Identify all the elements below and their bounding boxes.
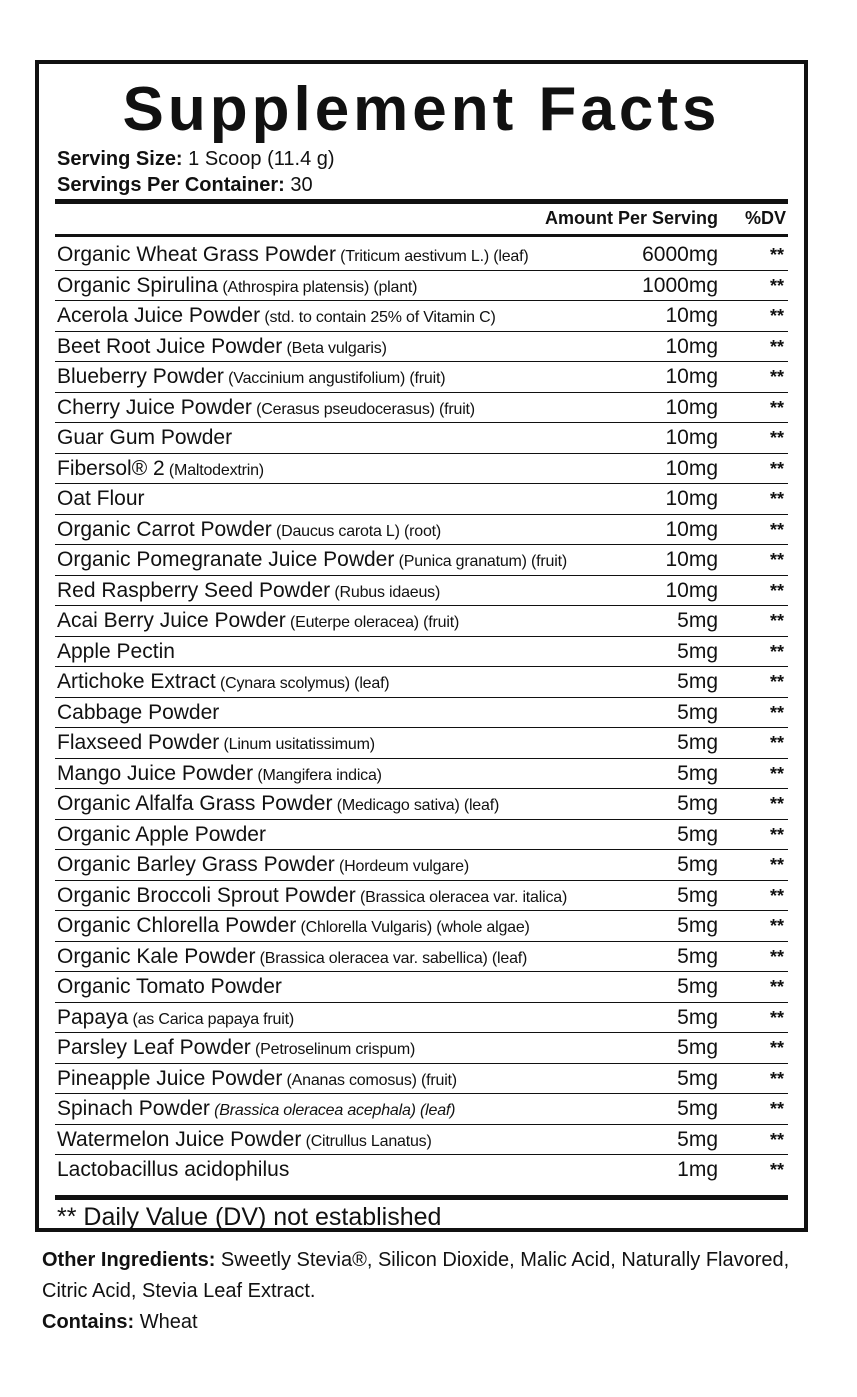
ingredient-common-name: Red Raspberry Seed Powder	[57, 578, 331, 602]
other-ingredients	[42, 1245, 832, 1338]
ingredient-dv: **	[769, 1099, 784, 1119]
ingredient-common-name: Organic Pomegranate Juice Powder	[57, 548, 395, 571]
ingredient-common-name: Cherry Juice Powder	[57, 395, 252, 419]
ingredient-dv: **	[769, 580, 784, 601]
ingredient-amount: 5mg	[677, 1127, 718, 1151]
ingredient-amount: 1mg	[677, 1158, 718, 1181]
ingredient-scientific-name: (Euterpe oleracea) (fruit)	[285, 614, 460, 631]
ingredient-common-name: Oat Flour	[57, 487, 145, 510]
ingredient-amount: 10mg	[665, 517, 718, 541]
ingredient-name	[57, 881, 567, 913]
ingredient-scientific-name: (Brassica oleracea acephala) (leaf)	[209, 1102, 456, 1119]
serving-size-label: Serving Size:	[57, 148, 183, 170]
ingredient-common-name: Organic Broccoli Sprout Powder	[57, 883, 356, 907]
ingredient-amount: 5mg	[677, 853, 718, 876]
ingredient-name	[57, 911, 530, 943]
ingredient-dv: **	[769, 367, 784, 387]
ingredient-name	[57, 942, 527, 974]
table-row	[55, 606, 788, 637]
divider-thick-bottom	[55, 1195, 788, 1200]
table-row	[55, 1125, 788, 1156]
ingredient-amount: 5mg	[677, 1005, 718, 1029]
ingredient-dv: **	[769, 885, 784, 906]
ingredient-scientific-name: (Mangifera indica)	[253, 766, 382, 784]
ingredient-common-name: Acerola Juice Powder	[57, 304, 261, 327]
serving-size-value: 1 Scoop (11.4 g)	[182, 148, 335, 170]
ingredient-dv: **	[769, 428, 784, 448]
ingredient-scientific-name: (Maltodextrin)	[164, 461, 264, 479]
ingredient-name	[57, 576, 440, 608]
ingredient-name	[57, 1125, 432, 1157]
ingredient-scientific-name: (Vaccinium angustifolium) (fruit)	[223, 370, 446, 387]
ingredient-dv: **	[769, 672, 784, 692]
ingredient-dv: **	[769, 550, 784, 570]
ingredient-amount: 10mg	[665, 487, 718, 510]
ingredient-common-name: Organic Apple Powder	[57, 822, 266, 846]
ingredient-dv: **	[769, 245, 784, 265]
ingredient-common-name: Lactobacillus acidophilus	[57, 1158, 290, 1181]
ingredient-amount: 5mg	[677, 731, 718, 754]
ingredient-amount: 1000mg	[642, 273, 718, 297]
table-row	[55, 484, 788, 515]
ingredient-scientific-name: (Citrullus Lanatus)	[301, 1132, 432, 1150]
table-row	[55, 972, 788, 1003]
ingredient-amount: 10mg	[665, 456, 718, 480]
supplement-facts-panel	[35, 60, 808, 1232]
servings-per-container	[57, 172, 313, 198]
servings-per-container-label: Servings Per Container:	[57, 174, 285, 196]
ingredient-scientific-name: (Athrospira platensis) (plant)	[218, 278, 418, 296]
ingredient-name	[57, 667, 389, 699]
table-row	[55, 911, 788, 942]
ingredient-scientific-name: (Daucus carota L) (root)	[271, 522, 442, 540]
ingredient-common-name: Beet Root Juice Powder	[57, 334, 283, 358]
ingredient-scientific-name: (Triticum aestivum L.) (leaf)	[335, 248, 529, 265]
ingredient-amount: 10mg	[665, 334, 718, 358]
serving-size	[57, 146, 335, 172]
table-row	[55, 850, 788, 881]
ingredient-amount: 5mg	[677, 700, 718, 724]
ingredient-name	[57, 1155, 289, 1187]
ingredient-name	[57, 850, 469, 882]
ingredient-name	[57, 637, 175, 669]
servings-per-container-value: 30	[284, 174, 313, 196]
table-row	[55, 393, 788, 424]
ingredient-name	[57, 393, 475, 425]
table-row	[55, 698, 788, 729]
ingredient-amount: 10mg	[665, 365, 718, 388]
table-row	[55, 637, 788, 668]
divider-medium	[55, 234, 788, 237]
table-row	[55, 515, 788, 546]
table-row	[55, 881, 788, 912]
table-row	[55, 301, 788, 332]
table-row	[55, 1155, 788, 1185]
ingredient-scientific-name: (Rubus idaeus)	[330, 583, 441, 601]
other-ingredients-text: Sweetly Stevia®, Silicon Dioxide, Malic Acid, Naturally Flavored, Citric Acid, Stevia Leaf Extract.	[42, 1249, 790, 1302]
ingredient-name	[57, 423, 232, 455]
column-header	[55, 204, 788, 232]
ingredient-name	[57, 789, 499, 821]
table-row	[55, 667, 788, 698]
ingredient-dv: **	[769, 306, 784, 326]
ingredient-common-name: Organic Chlorella Powder	[57, 914, 297, 937]
ingredient-name	[57, 545, 567, 577]
ingredient-common-name: Artichoke Extract	[57, 670, 216, 693]
ingredient-common-name: Mango Juice Powder	[57, 761, 254, 785]
ingredient-dv: **	[769, 1068, 784, 1089]
ingredient-dv: **	[769, 519, 784, 540]
ingredient-amount: 5mg	[677, 914, 718, 937]
ingredient-amount: 6000mg	[642, 243, 718, 266]
table-row	[55, 1003, 788, 1034]
ingredient-dv: **	[769, 916, 784, 936]
ingredient-scientific-name: (Cerasus pseudocerasus) (fruit)	[251, 400, 475, 418]
ingredient-name	[57, 1003, 294, 1035]
ingredient-common-name: Fibersol® 2	[57, 456, 165, 480]
ingredient-amount: 10mg	[665, 395, 718, 419]
ingredient-common-name: Parsley Leaf Powder	[57, 1036, 251, 1059]
amount-header: Amount Per Serving	[544, 208, 718, 228]
ingredient-name	[57, 1064, 457, 1096]
ingredient-common-name: Organic Spirulina	[57, 273, 219, 297]
ingredient-common-name: Papaya	[57, 1005, 129, 1029]
ingredient-dv: **	[769, 946, 784, 967]
ingredient-amount: 10mg	[665, 548, 718, 571]
ingredient-scientific-name: (std. to contain 25% of Vitamin C)	[260, 309, 496, 326]
table-row	[55, 332, 788, 363]
table-row	[55, 820, 788, 851]
ingredient-amount: 5mg	[677, 1066, 718, 1090]
table-row	[55, 1033, 788, 1064]
ingredient-common-name: Organic Alfalfa Grass Powder	[57, 792, 333, 815]
ingredient-dv: **	[769, 733, 784, 753]
ingredient-dv: **	[769, 458, 784, 479]
ingredient-common-name: Apple Pectin	[57, 639, 175, 663]
ingredient-common-name: Pineapple Juice Powder	[57, 1066, 283, 1090]
ingredient-scientific-name: (Petroselinum crispum)	[250, 1041, 416, 1058]
table-row	[55, 942, 788, 973]
ingredient-dv: **	[769, 1007, 784, 1028]
ingredient-dv: **	[769, 855, 784, 875]
ingredient-name	[57, 240, 529, 272]
ingredient-scientific-name: (Ananas comosus) (fruit)	[282, 1071, 457, 1089]
ingredient-dv: **	[769, 824, 784, 845]
ingredient-common-name: Spinach Powder	[57, 1097, 210, 1120]
ingredient-name	[57, 606, 459, 638]
ingredient-scientific-name: (Beta vulgaris)	[282, 339, 387, 357]
ingredient-name	[57, 454, 264, 486]
ingredient-name	[57, 332, 387, 364]
table-row	[55, 545, 788, 576]
ingredient-scientific-name: (Brassica oleracea var. sabellica) (leaf)	[255, 949, 528, 967]
ingredient-name	[57, 728, 375, 760]
ingredient-scientific-name: (Brassica oleracea var. italica)	[355, 888, 568, 906]
ingredient-common-name: Organic Carrot Powder	[57, 517, 272, 541]
ingredient-dv: **	[769, 702, 784, 723]
ingredient-amount: 5mg	[677, 792, 718, 815]
ingredient-common-name: Flaxseed Powder	[57, 731, 220, 754]
ingredient-scientific-name: (Chlorella Vulgaris) (whole algae)	[296, 919, 530, 936]
ingredient-amount: 10mg	[665, 578, 718, 602]
ingredient-dv: **	[769, 763, 784, 784]
ingredient-scientific-name: (Punica granatum) (fruit)	[394, 553, 567, 570]
ingredient-common-name: Cabbage Powder	[57, 700, 220, 724]
ingredient-name	[57, 484, 145, 516]
ingredient-name	[57, 301, 496, 333]
ingredient-name	[57, 759, 382, 791]
ingredient-table	[55, 240, 788, 1185]
table-row	[55, 423, 788, 454]
ingredient-dv: **	[769, 977, 784, 997]
table-row	[55, 454, 788, 485]
ingredient-amount: 10mg	[665, 426, 718, 449]
ingredient-name	[57, 1033, 415, 1065]
ingredient-amount: 10mg	[665, 304, 718, 327]
ingredient-dv: **	[769, 611, 784, 631]
dv-header: %DV	[744, 208, 786, 228]
ingredient-amount: 5mg	[677, 1097, 718, 1120]
ingredient-dv: **	[769, 275, 784, 296]
ingredient-scientific-name: (Hordeum vulgare)	[334, 858, 470, 875]
contains-value: Wheat	[134, 1311, 198, 1333]
table-row	[55, 759, 788, 790]
dv-footnote: ** Daily Value (DV) not established	[57, 1203, 442, 1231]
ingredient-common-name: Watermelon Juice Powder	[57, 1127, 302, 1151]
ingredient-scientific-name: (as Carica papaya fruit)	[128, 1010, 294, 1028]
ingredient-name	[57, 362, 445, 394]
table-row	[55, 789, 788, 820]
ingredient-dv: **	[769, 1160, 784, 1180]
ingredient-common-name: Organic Wheat Grass Powder	[57, 243, 336, 266]
other-ingredients-label: Other Ingredients:	[42, 1249, 216, 1271]
ingredient-dv: **	[769, 336, 784, 357]
ingredient-name	[57, 1094, 455, 1126]
ingredient-scientific-name: (Medicago sativa) (leaf)	[332, 797, 500, 814]
ingredient-name	[57, 271, 417, 303]
ingredient-common-name: Organic Kale Powder	[57, 944, 256, 968]
ingredient-amount: 5mg	[677, 761, 718, 785]
ingredient-name	[57, 515, 441, 547]
ingredient-scientific-name: (Linum usitatissimum)	[219, 736, 375, 753]
ingredient-amount: 5mg	[677, 670, 718, 693]
table-row	[55, 362, 788, 393]
ingredient-dv: **	[769, 397, 784, 418]
contains-label: Contains:	[42, 1311, 135, 1333]
ingredient-dv: **	[769, 1038, 784, 1058]
ingredient-amount: 5mg	[677, 1036, 718, 1059]
ingredient-amount: 5mg	[677, 944, 718, 968]
other-ingredients-line	[42, 1245, 832, 1307]
ingredient-amount: 5mg	[677, 609, 718, 632]
ingredient-scientific-name: (Cynara scolymus) (leaf)	[215, 675, 390, 692]
table-row	[55, 271, 788, 302]
ingredient-common-name: Acai Berry Juice Powder	[57, 609, 286, 632]
ingredient-name	[57, 972, 282, 1004]
ingredient-amount: 5mg	[677, 822, 718, 846]
table-row	[55, 1064, 788, 1095]
table-row	[55, 1094, 788, 1125]
ingredient-common-name: Organic Tomato Powder	[57, 975, 282, 998]
ingredient-name	[57, 698, 219, 730]
ingredient-common-name: Organic Barley Grass Powder	[57, 853, 335, 876]
ingredient-name	[57, 820, 266, 852]
ingredient-dv: **	[769, 489, 784, 509]
table-row	[55, 728, 788, 759]
contains-line	[42, 1307, 832, 1338]
ingredient-dv: **	[769, 794, 784, 814]
ingredient-common-name: Guar Gum Powder	[57, 426, 233, 449]
ingredient-amount: 5mg	[677, 639, 718, 663]
table-row	[55, 240, 788, 271]
table-row	[55, 576, 788, 607]
ingredient-dv: **	[769, 641, 784, 662]
ingredient-dv: **	[769, 1129, 784, 1150]
ingredient-amount: 5mg	[677, 975, 718, 998]
ingredient-common-name: Blueberry Powder	[57, 365, 224, 388]
ingredient-amount: 5mg	[677, 883, 718, 907]
panel-title: Supplement Facts	[122, 75, 721, 144]
